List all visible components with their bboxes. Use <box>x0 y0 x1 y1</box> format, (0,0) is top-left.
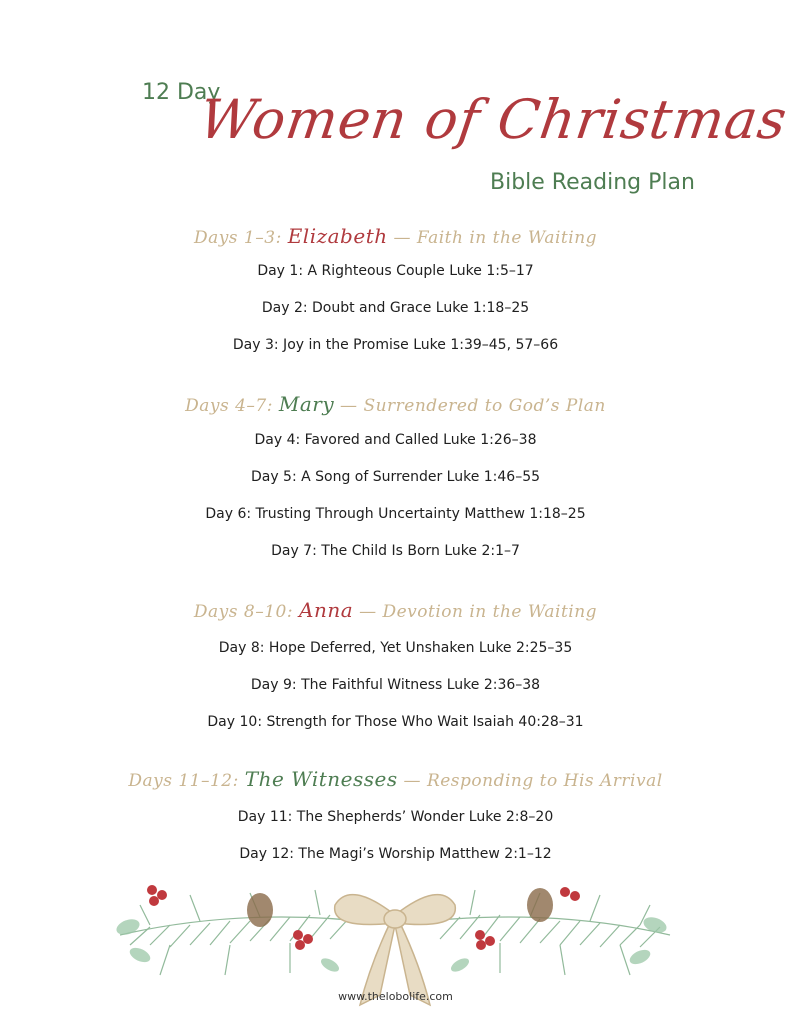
page-subtitle: Bible Reading Plan <box>490 170 695 195</box>
reading-day-11: Day 11: The Shepherds’ Wonder Luke 2:8–20 <box>237 809 554 825</box>
section-theme: — Faith in the Waiting <box>393 228 598 248</box>
reading-day-4: Day 4: Favored and Called Luke 1:26–38 <box>254 432 537 448</box>
section-name: Elizabeth <box>287 224 388 248</box>
section-theme: — Surrendered to God’s Plan <box>340 396 606 416</box>
christmas-garland-illustration <box>110 865 680 1010</box>
section-theme: — Responding to His Arrival <box>403 771 663 791</box>
page-title: Women of Christmas <box>195 88 791 151</box>
section-heading-mary <box>0 392 791 416</box>
reading-day-1: Day 1: A Righteous Couple Luke 1:5–17 <box>257 263 534 279</box>
reading-day-9: Day 9: The Faithful Witness Luke 2:36–38 <box>250 677 541 693</box>
reading-day-2: Day 2: Doubt and Grace Luke 1:18–25 <box>261 300 530 316</box>
reading-day-8: Day 8: Hope Deferred, Yet Unshaken Luke 2:25–35 <box>218 640 573 656</box>
section-heading-elizabeth <box>0 224 791 248</box>
section-name: The Witnesses <box>244 767 398 791</box>
reading-day-5: Day 5: A Song of Surrender Luke 1:46–55 <box>250 469 541 485</box>
reading-day-6: Day 6: Trusting Through Uncertainty Matthew 1:18–25 <box>205 506 586 522</box>
section-range: Days 11–12: <box>128 771 239 791</box>
section-theme: — Devotion in the Waiting <box>359 602 598 622</box>
section-heading-witnesses <box>0 767 791 791</box>
reading-day-10: Day 10: Strength for Those Who Wait Isaiah 40:28–31 <box>207 714 584 730</box>
section-heading-anna <box>0 598 791 622</box>
section-range: Days 4–7: <box>185 396 273 416</box>
section-name: Anna <box>299 598 354 622</box>
website-url: www.thelobolife.com <box>338 990 453 1003</box>
reading-day-3: Day 3: Joy in the Promise Luke 1:39–45, 57–66 <box>232 337 559 353</box>
reading-day-12: Day 12: The Magi’s Worship Matthew 2:1–12 <box>239 846 552 862</box>
plan-length-label: 12 Day <box>142 80 221 105</box>
section-range: Days 8–10: <box>193 602 294 622</box>
section-name: Mary <box>278 392 335 416</box>
section-range: Days 1–3: <box>193 228 282 248</box>
reading-day-7: Day 7: The Child Is Born Luke 2:1–7 <box>271 543 520 559</box>
